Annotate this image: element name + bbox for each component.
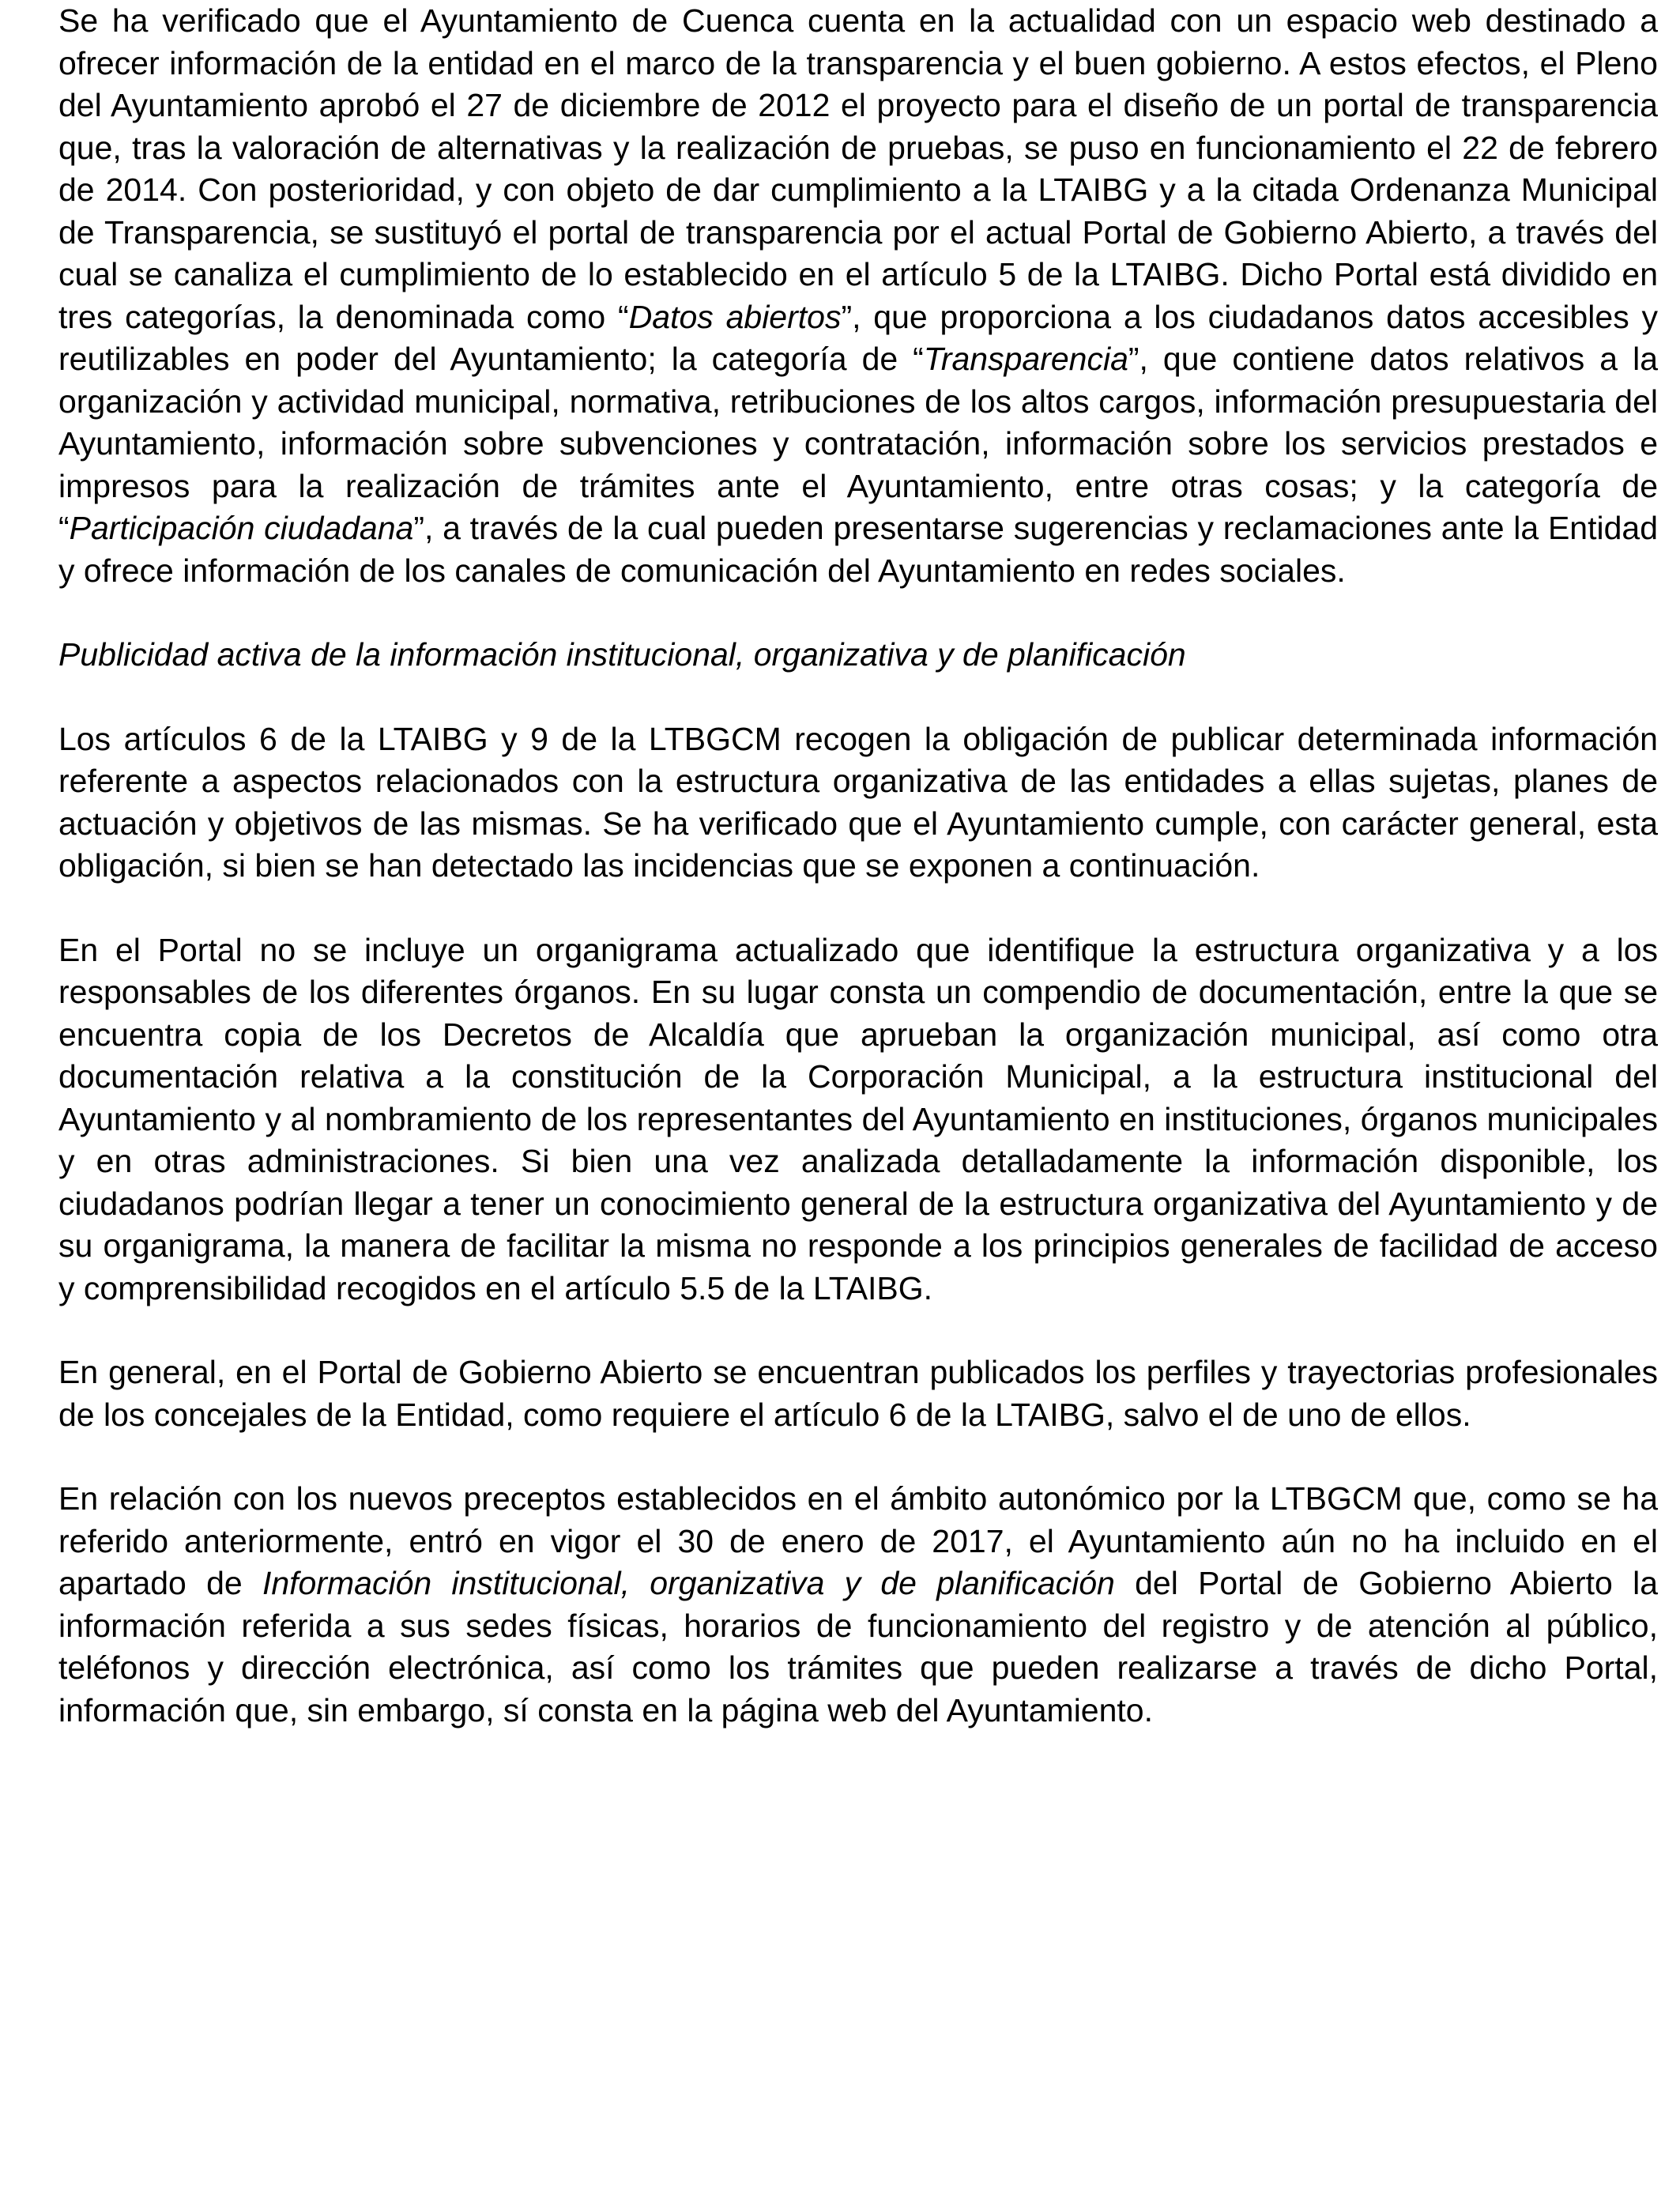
paragraph-ltbgcm [58, 1478, 1658, 1732]
text-run: ”, que proporciona a los ciudadanos datos accesibles y reutilizables en poder del Ayuntamiento; la categoría de “ [58, 298, 1658, 377]
text-run: ”, que contiene datos relativos a la organización y actividad municipal, normativa, retribuciones de los altos cargos, información presupuestaria del Ayuntamiento, información sobre subvenciones y contratación, información sobre los servicios prestados e impresos para la realización de trámites ante el Ayuntamiento, entre otras cosas; y la categoría de “ [58, 341, 1658, 546]
text-run: ”, a través de la cual pueden presentarse sugerencias y reclamaciones ante la Entidad y ofrece información de los canales de comunicación del Ayuntamiento en redes sociales. [58, 510, 1658, 589]
section-heading: Publicidad activa de la información institucional, organizativa y de planificación [58, 636, 1186, 673]
text-run: En relación con los nuevos preceptos establecidos en el ámbito autonómico por la LTBGCM que, como se ha referido anteriormente, entró en vigor el 30 de enero de 2017, el Ayuntamiento aún no ha incluido en el apartado de [58, 1480, 1658, 1601]
italic-section-name: Información institucional, organizativa y de planificación [262, 1565, 1115, 1601]
italic-term-transparencia: Transparencia [923, 341, 1128, 377]
paragraph-portal-description [58, 0, 1658, 592]
document-page [58, 0, 1658, 1774]
italic-term-participacion-ciudadana: Participación ciudadana [69, 510, 414, 546]
text-run: del Portal de Gobierno Abierto la información referida a sus sedes físicas, horarios de funcionamiento del registro y de atención al público, teléfonos y dirección electrónica, así como los trámites que pueden realizarse a través de dicho Portal, información que, sin embargo, sí consta en la página web del Ayuntamiento. [58, 1565, 1658, 1728]
italic-term-datos-abiertos: Datos abiertos [628, 298, 842, 335]
text-run: Se ha verificado que el Ayuntamiento de Cuenca cuenta en la actualidad con un espacio web destinado a ofrecer información de la entidad en el marco de la transparencia y el buen gobierno. A estos efectos, el Pleno del Ayuntamiento aprobó el 27 de diciembre de 2012 el proyecto para el diseño de un portal de transparencia que, tras la valoración de alternativas y la realización de pruebas, se puso en funcionamiento el 22 de febrero de 2014. Con posterioridad, y con objeto de dar cumplimiento a la LTAIBG y a la citada Ordenanza Municipal de Transparencia, se sustituyó el portal de transparencia por el actual Portal de Gobierno Abierto, a través del cual se canaliza el cumplimiento de lo establecido en el artículo 5 de la LTAIBG. Dicho Portal está dividido en tres categorías, la denominada como “ [58, 2, 1658, 335]
paragraph-organigram: En el Portal no se incluye un organigrama actualizado que identifique la estructura organizativa y a los responsables de los diferentes órganos. En su lugar consta un compendio de documentación, entre la que se encuentra copia de los Decretos de Alcaldía que aprueban la organización municipal, así como otra documentación relativa a la constitución de la Corporación Municipal, a la estructura institucional del Ayuntamiento y al nombramiento de los representantes del Ayuntamiento en instituciones, órganos municipales y en otras administraciones. Si bien una vez analizada detalladamente la información disponible, los ciudadanos podrían llegar a tener un conocimiento general de la estructura organizativa del Ayuntamiento y de su organigrama, la manera de facilitar la misma no responde a los principios generales de facilidad de acceso y comprensibilidad recogidos en el artículo 5.5 de la LTAIBG. [58, 931, 1658, 1306]
paragraph-councillors: En general, en el Portal de Gobierno Abierto se encuentran publicados los perfiles y trayectorias profesionales de los concejales de la Entidad, como requiere el artículo 6 de la LTAIBG, salvo el de uno de ellos. [58, 1354, 1658, 1433]
paragraph-obligations: Los artículos 6 de la LTAIBG y 9 de la LTBGCM recogen la obligación de publicar determinada información referente a aspectos relacionados con la estructura organizativa de las entidades a ellas sujetas, planes de actuación y objetivos de las mismas. Se ha verificado que el Ayuntamiento cumple, con carácter general, esta obligación, si bien se han detectado las incidencias que se exponen a continuación. [58, 720, 1658, 884]
